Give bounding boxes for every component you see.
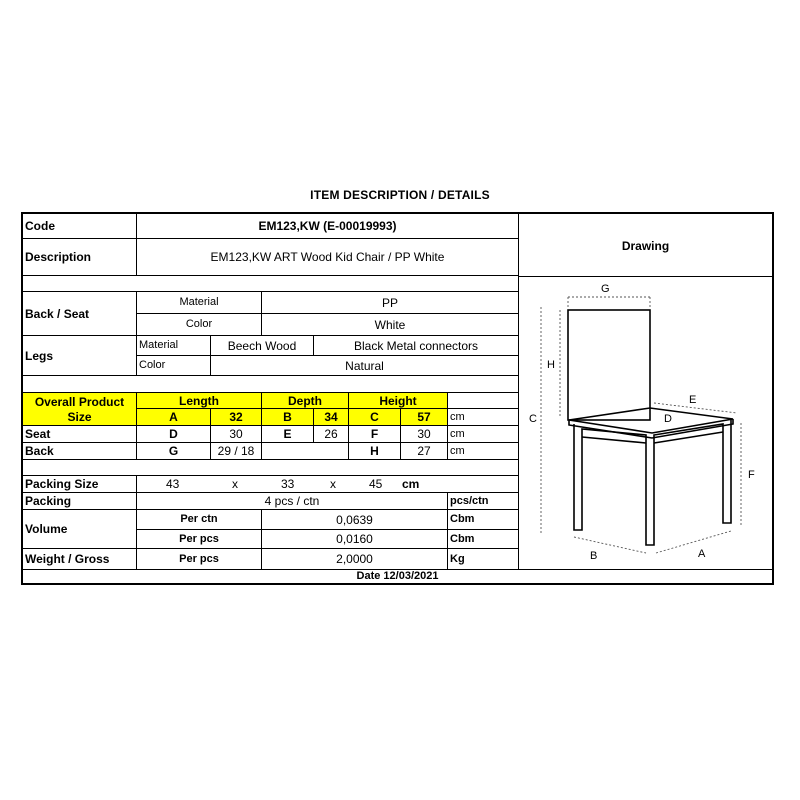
dim-g-value: 29 / 18 <box>210 442 262 460</box>
dim-h-letter: H <box>348 442 401 460</box>
back-label: Back <box>21 442 137 460</box>
overall-size-label <box>21 392 137 426</box>
code-label: Code <box>21 212 137 239</box>
packing-size-x1: x <box>232 477 238 491</box>
seat-label: Seat <box>21 425 137 443</box>
weight-value: 2,0000 <box>261 548 448 570</box>
back-seat-material-label: Material <box>136 291 262 314</box>
volume-per-ctn-label: Per ctn <box>136 509 262 530</box>
dim-a-letter: A <box>136 408 211 426</box>
depth-header: Depth <box>261 392 349 409</box>
drawing-header: Drawing <box>518 212 774 277</box>
length-header: Length <box>136 392 262 409</box>
volume-label: Volume <box>21 509 137 549</box>
weight-label: Weight / Gross <box>21 548 137 570</box>
back-seat-color-value: White <box>261 313 519 336</box>
legs-label: Legs <box>21 335 137 376</box>
code-value: EM123,KW (E-00019993) <box>136 212 519 239</box>
packing-size-length: 43 <box>166 477 180 491</box>
dim-letter-d: D <box>664 413 672 425</box>
back-seat-color-label: Color <box>136 313 262 336</box>
packing-label: Packing <box>21 492 137 510</box>
volume-per-pcs-unit: Cbm <box>447 529 519 549</box>
back-seat-material-value: PP <box>261 291 519 314</box>
description-value: EM123,KW ART Wood Kid Chair / PP White <box>136 238 519 276</box>
dim-letter-c: C <box>529 413 537 425</box>
dim-letter-e: E <box>689 394 697 406</box>
dim-letter-g: G <box>601 283 610 295</box>
back-blank <box>261 442 349 460</box>
dim-f-letter: F <box>348 425 401 443</box>
date-footer: Date 12/03/2021 <box>21 569 774 585</box>
dim-c-letter: C <box>348 408 401 426</box>
height-header: Height <box>348 392 448 409</box>
spacer-row <box>21 375 519 393</box>
seat-unit: cm <box>447 425 519 443</box>
chair-drawing <box>519 277 774 569</box>
packing-unit: pcs/ctn <box>447 492 519 510</box>
dim-letter-b: B <box>590 550 598 562</box>
dim-b-value: 34 <box>313 408 349 426</box>
dim-g-letter: G <box>136 442 211 460</box>
dim-letter-f: F <box>748 469 755 481</box>
page-title: ITEM DESCRIPTION / DETAILS <box>310 188 490 202</box>
chair-seat-edge <box>569 419 733 438</box>
packing-size-label: Packing Size <box>21 475 137 493</box>
overall-unit-blank <box>447 392 519 409</box>
back-seat-label: Back / Seat <box>21 291 137 336</box>
dim-a-value: 32 <box>210 408 262 426</box>
dim-h-value: 27 <box>400 442 448 460</box>
legs-material-value-2: Black Metal connectors <box>313 335 519 356</box>
dim-c-value: 57 <box>400 408 448 426</box>
dim-d-letter: D <box>136 425 211 443</box>
legs-color-value: Natural <box>210 355 519 376</box>
legs-material-value-1: Beech Wood <box>210 335 314 356</box>
weight-unit: Kg <box>447 548 519 570</box>
packing-size-width: 33 <box>281 477 295 491</box>
packing-size-row <box>136 475 519 493</box>
volume-per-ctn-value: 0,0639 <box>261 509 448 530</box>
volume-per-ctn-unit: Cbm <box>447 509 519 530</box>
description-label: Description <box>21 238 137 276</box>
packing-size-height: 45 <box>369 477 383 491</box>
dim-d-value: 30 <box>210 425 262 443</box>
volume-per-pcs-value: 0,0160 <box>261 529 448 549</box>
volume-per-pcs-label: Per pcs <box>136 529 262 549</box>
dim-letter-h: H <box>547 359 555 371</box>
dim-letter-a: A <box>698 548 706 560</box>
dim-e-letter: E <box>261 425 314 443</box>
spacer-row <box>21 459 519 476</box>
overall-unit: cm <box>447 408 519 426</box>
dim-b-letter: B <box>261 408 314 426</box>
legs-material-label: Material <box>136 335 211 356</box>
dim-e-value: 26 <box>313 425 349 443</box>
packing-value: 4 pcs / ctn <box>136 492 448 510</box>
packing-size-unit: cm <box>402 477 420 491</box>
back-unit: cm <box>447 442 519 460</box>
overall-size-label-line2: Size <box>67 409 92 424</box>
dim-f-value: 30 <box>400 425 448 443</box>
spacer-row <box>21 275 519 292</box>
chair-backrest <box>568 310 650 420</box>
weight-per-pcs-label: Per pcs <box>136 548 262 570</box>
packing-size-x2: x <box>330 477 336 491</box>
legs-color-label: Color <box>136 355 211 376</box>
overall-size-label-line1: Overall Product <box>34 394 125 409</box>
